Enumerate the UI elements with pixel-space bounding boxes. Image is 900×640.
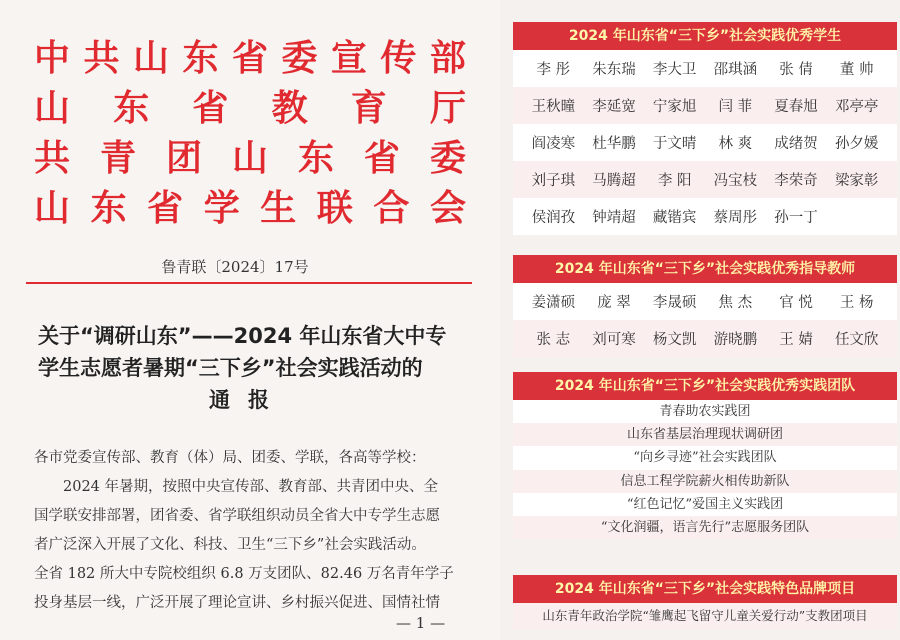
- outstanding-teachers-panel: [513, 255, 897, 357]
- name-row: [513, 50, 897, 87]
- title-line-1: 关于“调研山东”——2024 年山东省大中专: [38, 324, 447, 348]
- person-name: 游晓鹏: [713, 332, 758, 348]
- person-name: 李 彤: [536, 62, 571, 78]
- body-line: 全省 182 所大中专院校组织 6.8 万支团队、82.46 万名青年学子: [34, 566, 454, 582]
- body-line: 2024 年暑期，按照中央宣传部、教育部、共青团中央、全: [63, 479, 439, 495]
- students-list: [513, 50, 897, 235]
- teachers-list: [513, 283, 897, 357]
- person-name: 王 杨: [839, 295, 874, 311]
- panel-header: 2024 年山东省“三下乡”社会实践优秀实践团队: [513, 372, 897, 400]
- person-name: 邓亭亭: [834, 99, 879, 115]
- person-name: 任文欣: [834, 332, 879, 348]
- person-name: 孙夕媛: [834, 136, 879, 152]
- issuing-authorities: [34, 34, 474, 234]
- panel-header: 2024 年山东省“三下乡”社会实践优秀学生: [513, 22, 897, 50]
- brand-projects-panel: [513, 575, 897, 629]
- team-item: 山东省基层治理现状调研团: [513, 423, 897, 446]
- issuer-name: 共 青 团 山 东 省 委: [34, 138, 474, 179]
- person-name: 王 婧: [779, 332, 813, 348]
- person-name: 侯润孜: [531, 210, 576, 226]
- outstanding-teams-panel: [513, 372, 897, 539]
- person-name: 钟靖超: [592, 210, 636, 226]
- person-name: 闫 菲: [718, 99, 753, 115]
- issuer-name: 中 共 山 东 省 委 宣 传 部: [34, 38, 474, 79]
- person-name: 张 志: [536, 332, 571, 348]
- person-name: 李 阳: [657, 173, 692, 189]
- salutation: 各市党委宣传部、教育（体）局、团委、学联，各高等学校：: [34, 450, 426, 466]
- document-number: 鲁青联〔2024〕17号: [161, 258, 309, 276]
- person-name: 朱东瑞: [592, 62, 636, 78]
- issuer-name: 山 东 省 教 育 厅: [34, 88, 474, 129]
- body-line: 投身基层一线，广泛开展了理论宣讲、乡村振兴促进、国情社情: [34, 595, 440, 611]
- name-row: [513, 320, 897, 357]
- person-name: 李大卫: [652, 62, 697, 78]
- person-name: 李晟硕: [652, 295, 697, 311]
- person-name: 董 帅: [839, 62, 874, 78]
- person-name: 宁家旭: [652, 99, 697, 115]
- person-name: 邵琪涵: [713, 62, 758, 78]
- person-name: 马腾超: [592, 173, 636, 189]
- person-name: 林 爽: [718, 136, 753, 152]
- team-item: “红色记忆”爱国主义实践团: [626, 496, 784, 512]
- title-line-3: 通报: [209, 388, 287, 412]
- body-line: 者广泛深入开展了文化、科技、卫生“三下乡”社会实践活动。: [34, 537, 426, 553]
- name-row: [513, 161, 897, 198]
- panel-header: 2024 年山东省“三下乡”社会实践特色品牌项目: [513, 575, 897, 603]
- panel-header: 2024 年山东省“三下乡”社会实践优秀指导教师: [513, 255, 897, 283]
- team-item: “文化润疆，语言先行”志愿服务团队: [513, 516, 897, 539]
- name-row: [513, 283, 897, 320]
- person-name: 阎凌寒: [531, 136, 576, 152]
- person-name: 刘子琪: [531, 173, 576, 189]
- name-row: [513, 124, 897, 161]
- person-name: 刘可寒: [592, 332, 636, 348]
- issuer-name: 山 东 省 学 生 联 合 会: [34, 188, 474, 229]
- teams-list: [513, 400, 897, 539]
- person-name: 成绪贺: [774, 136, 818, 152]
- name-row: [513, 198, 897, 235]
- page-number: — 1 —: [396, 614, 446, 632]
- person-name: 李荣奇: [774, 173, 818, 189]
- team-item: “向乡寻迹”社会实践团队: [633, 450, 777, 466]
- document-title: [38, 320, 458, 416]
- person-name: 姜潇硕: [531, 295, 576, 311]
- person-name: 王秋曈: [531, 99, 576, 115]
- team-item: 信息工程学院薪火相传助新队: [513, 470, 897, 493]
- person-name: 杜华鹏: [592, 136, 636, 152]
- person-name: 庞 翠: [597, 295, 631, 311]
- person-name: 冯宝枝: [713, 173, 758, 189]
- person-name: 焦 杰: [718, 295, 753, 311]
- person-name: 于文晴: [652, 136, 697, 152]
- person-name: 张 倩: [779, 62, 813, 78]
- brand-project-item: 山东青年政治学院“雏鹰起飞留守儿童关爱行动”支教团项目: [513, 603, 897, 629]
- team-item: 青春助农实践团: [659, 404, 751, 419]
- person-name: 孙一丁: [774, 210, 818, 226]
- document-body: [34, 444, 464, 618]
- person-name: 夏春旭: [774, 99, 818, 115]
- red-divider-line: [26, 282, 472, 284]
- person-name: 蔡周彤: [713, 210, 758, 226]
- person-name: 李延宽: [592, 99, 636, 115]
- body-line: 国学联安排部署，团省委、省学联组织动员全省大中专学生志愿: [34, 508, 440, 524]
- person-name: 官 悦: [779, 295, 813, 311]
- name-row: [513, 87, 897, 124]
- title-line-2: 学生志愿者暑期“三下乡”社会实践活动的: [38, 356, 423, 380]
- person-name: 杨文凯: [652, 332, 697, 348]
- outstanding-students-panel: [513, 22, 897, 235]
- person-name: 梁家彰: [834, 173, 879, 189]
- person-name: 藏锴宾: [652, 210, 697, 226]
